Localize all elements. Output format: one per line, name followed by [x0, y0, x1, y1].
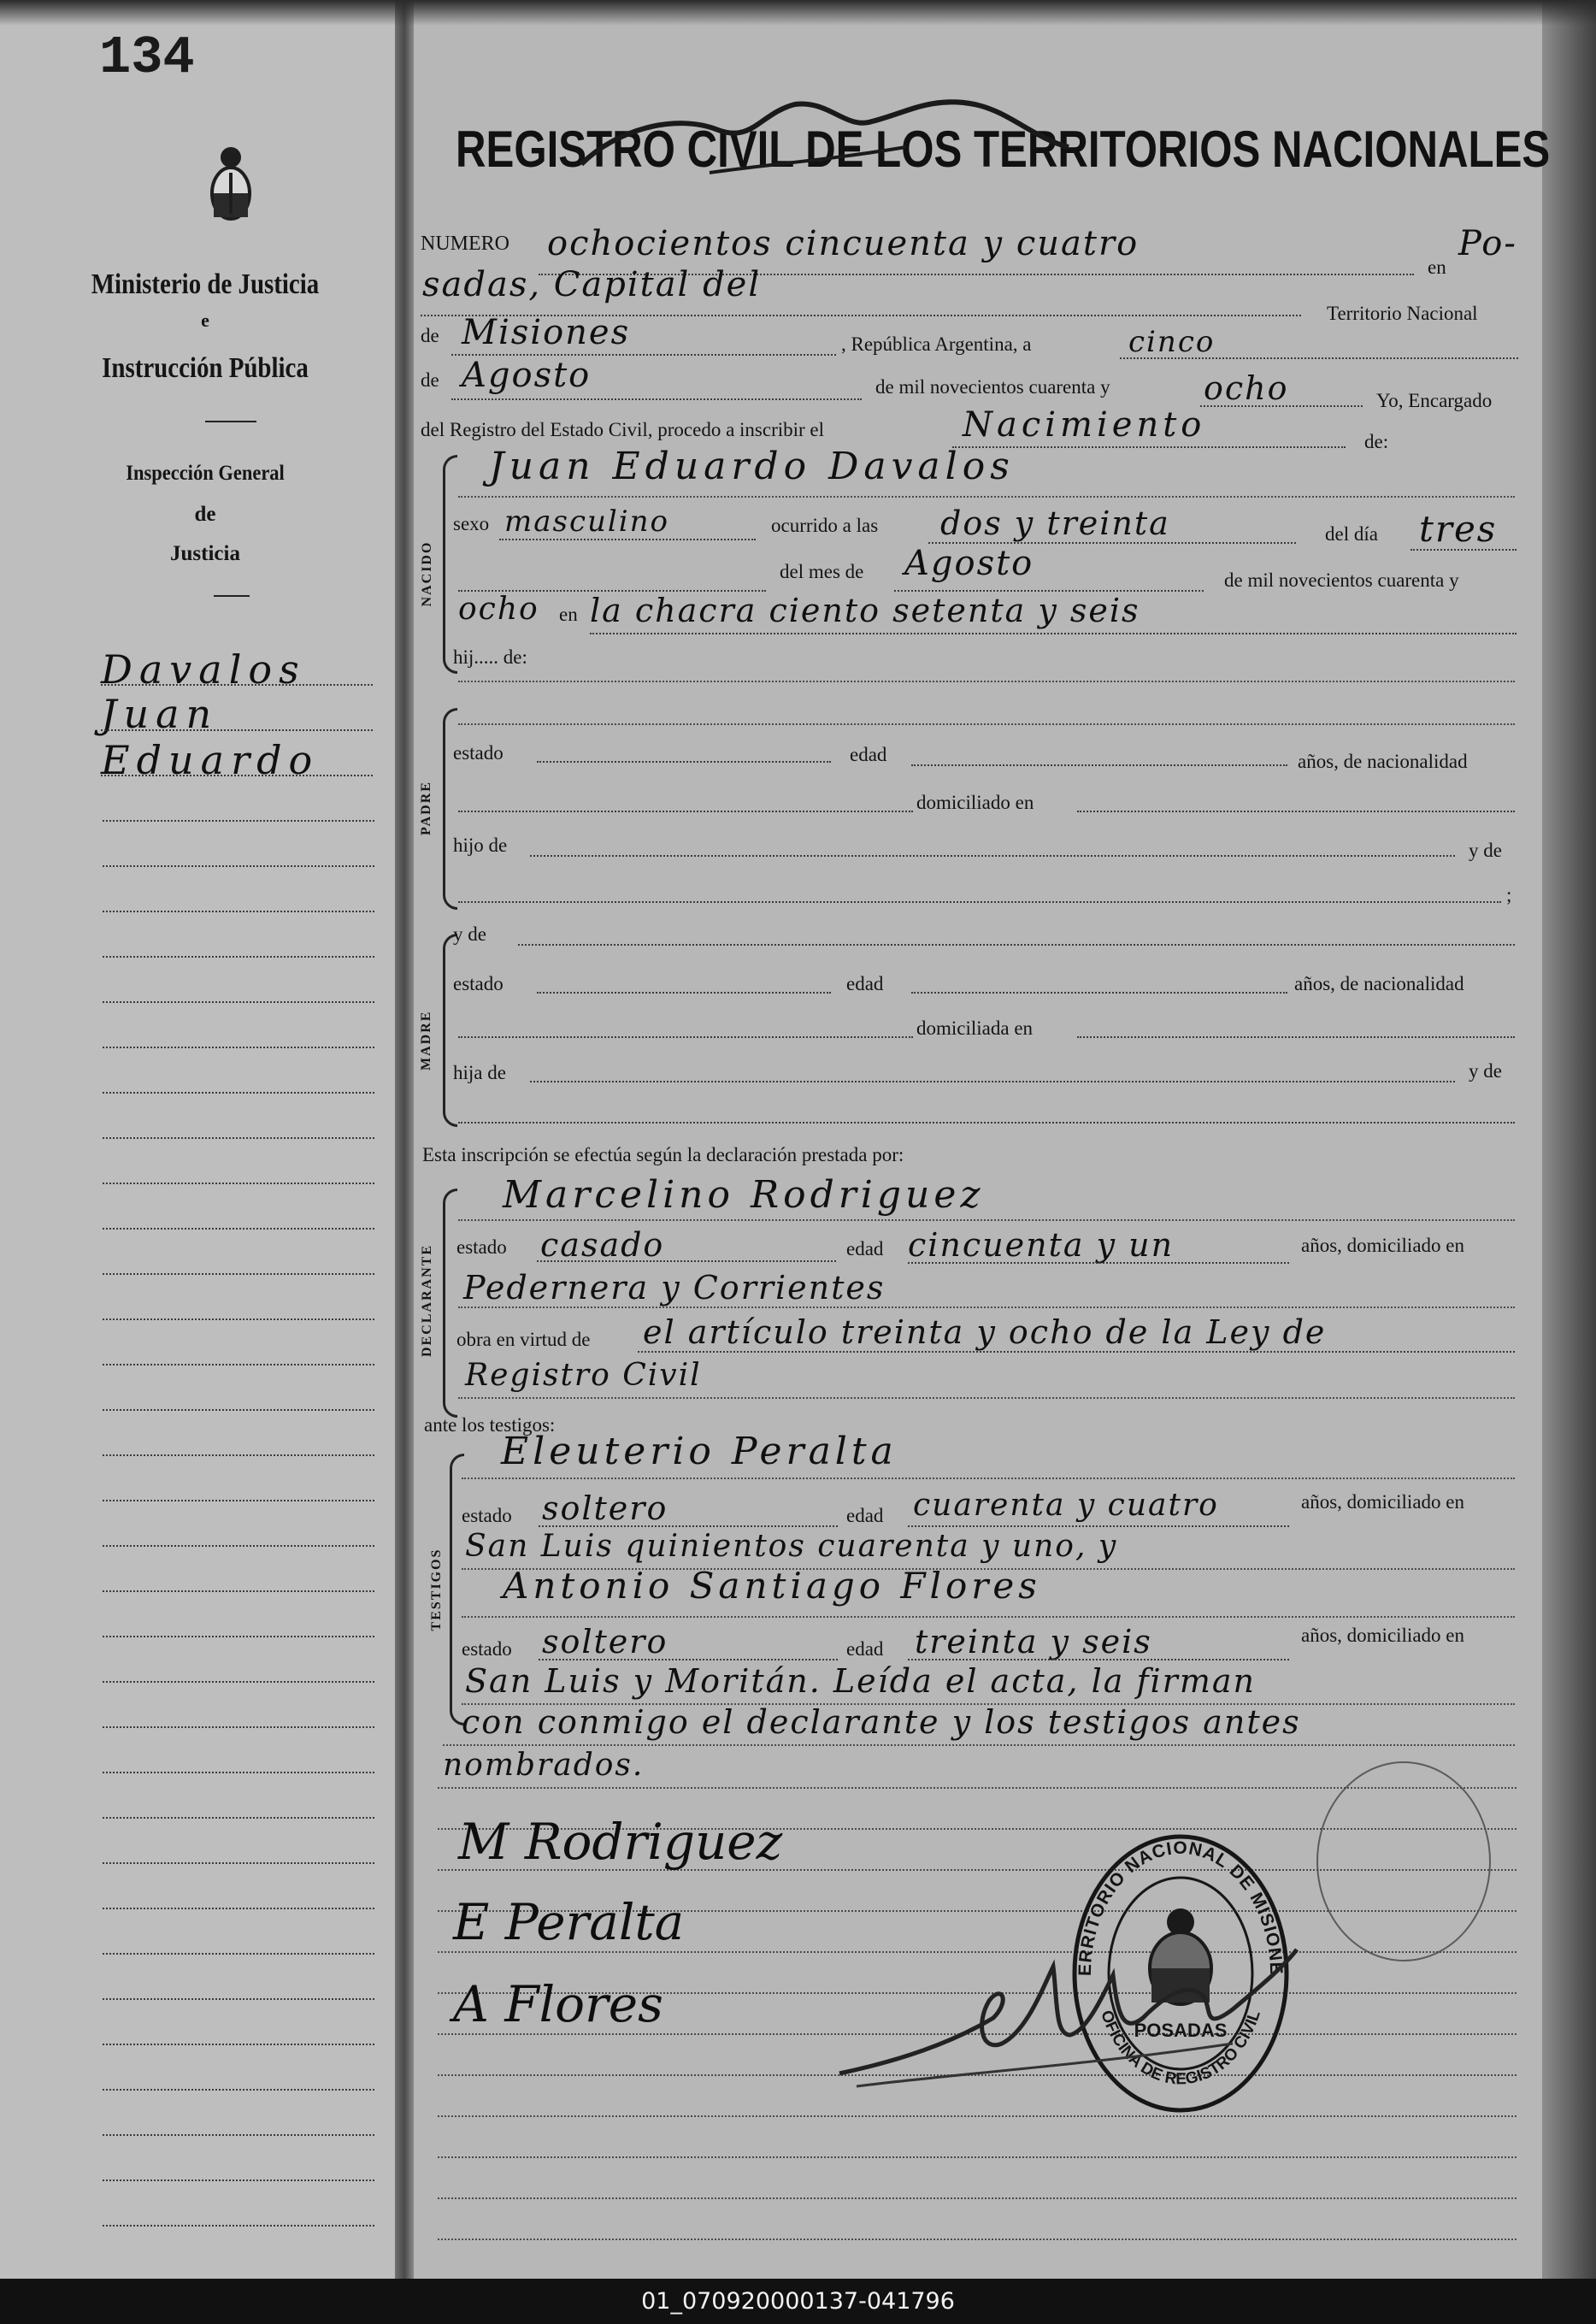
label-estado-decl: estado	[456, 1236, 507, 1258]
label-republica: , República Argentina, a	[841, 333, 1032, 355]
value-mes-nac: Agosto	[904, 544, 1034, 583]
margin-line	[103, 2044, 374, 2045]
document-title: REGISTRO CIVIL DE LOS TERRITORIOS NACIONALES	[456, 121, 1551, 178]
label-estado-padre: estado	[453, 742, 504, 764]
value-mes: Agosto	[462, 356, 592, 395]
book-edge	[1542, 0, 1596, 2279]
label-registro: del Registro del Estado Civil, procedo a inscribir el	[421, 419, 825, 440]
label-hija-de: hija de	[453, 1062, 506, 1083]
label-de-colon: de:	[1364, 431, 1389, 452]
margin-line	[103, 1228, 374, 1230]
margin-surname: Davalos	[101, 646, 306, 693]
value-anio-nac: ocho	[458, 592, 539, 627]
ruled-line	[438, 2115, 1516, 2117]
label-sexo: sexo	[453, 513, 490, 534]
value-en-place-a: Po-	[1458, 224, 1517, 263]
value-territorio: Misiones	[462, 313, 631, 352]
margin-line	[103, 1001, 374, 1003]
margin-line	[103, 1364, 374, 1365]
value-decl-estado: casado	[540, 1226, 665, 1264]
label-anos-dom-decl: años, domiciliado en	[1301, 1235, 1464, 1256]
label-en: en	[1428, 257, 1446, 278]
value-t1-domicilio: San Luis quinientos cuarenta y uno, y	[465, 1529, 1118, 1564]
divider	[205, 421, 256, 422]
margin-line	[101, 684, 373, 686]
stamp-city: POSADAS	[1134, 2020, 1228, 2041]
value-testigo1: Eleuterio Peralta	[501, 1430, 898, 1473]
margin-line	[103, 1772, 374, 1773]
value-t2-estado: soltero	[542, 1623, 668, 1660]
label-ocurrido: ocurrido a las	[771, 515, 879, 536]
label-testigos: ante los testigos:	[424, 1414, 556, 1436]
margin-line	[103, 1273, 374, 1275]
margin-line	[103, 911, 374, 912]
value-hora: dos y treinta	[940, 504, 1170, 542]
margin-line	[103, 1817, 374, 1819]
signature-declarante: M Rodriguez	[458, 1813, 783, 1871]
label-anos-nac-padre: años, de nacionalidad	[1298, 751, 1468, 772]
label-estado-t1: estado	[462, 1505, 512, 1526]
value-decl-edad: cincuenta y un	[908, 1226, 1175, 1264]
value-dia-nac: tres	[1419, 508, 1498, 550]
value-t2-domicilio-c: nombrados.	[443, 1748, 645, 1783]
margin-line	[103, 1500, 374, 1501]
section-label-testigos: TESTIGOS	[429, 1548, 444, 1631]
value-t2-domicilio-a: San Luis y Moritán. Leída el acta, la firman	[465, 1662, 1257, 1700]
margin-line	[103, 1998, 374, 2000]
margin-line	[103, 1454, 374, 1456]
label-territorio: Territorio Nacional	[1327, 303, 1478, 324]
stamp-top-text: ERRITORIO NACIONAL DE MISIONE	[1075, 1837, 1287, 1977]
inspection-de: de	[194, 503, 216, 526]
margin-line	[103, 1908, 374, 1909]
ministry-name-e: e	[201, 310, 209, 331]
ruled-line	[438, 2238, 1516, 2240]
ministry-name-line1: Ministerio de Justicia	[91, 268, 320, 300]
section-label-nacido: NACIDO	[420, 540, 434, 607]
section-label-declarante: DECLARANTE	[420, 1243, 434, 1357]
top-shadow	[0, 0, 1596, 26]
margin-line	[101, 729, 373, 731]
signature-testigo2: A Flores	[453, 1975, 663, 2033]
label-numero: NUMERO	[421, 233, 510, 255]
label-yo: Yo, Encargado	[1376, 390, 1493, 411]
value-numero: ochocientos cincuenta y cuatro	[547, 224, 1140, 263]
value-nombre: Juan Eduardo Davalos	[489, 445, 1015, 488]
margin-line	[103, 1636, 374, 1637]
label-de: de	[421, 369, 439, 391]
label-hij-de: hij..... de:	[453, 646, 527, 668]
title-scribble	[547, 62, 1086, 190]
value-decl-virtud-a: el artículo treinta y ocho de la Ley de	[643, 1313, 1327, 1351]
margin-line	[103, 1137, 374, 1139]
value-t1-estado: soltero	[542, 1489, 668, 1527]
section-label-padre: PADRE	[419, 781, 433, 835]
label-estado-t2: estado	[462, 1638, 512, 1660]
label-mil-nov: de mil novecientos cuarenta y	[875, 376, 1110, 398]
stamp-bottom-text: OFICINA DE REGISTRO CIVIL	[1097, 2008, 1264, 2089]
margin-line	[103, 1953, 374, 1955]
label-estado-madre: estado	[453, 973, 504, 994]
value-decl-domicilio: Pedernera y Corrientes	[463, 1269, 886, 1307]
margin-line	[103, 1183, 374, 1184]
label-edad-decl: edad	[846, 1238, 884, 1259]
label-hijo-de: hijo de	[453, 835, 508, 856]
image-identifier: 01_070920000137-041796	[0, 2279, 1596, 2324]
label-anos-dom-t2: años, domiciliado en	[1301, 1625, 1464, 1646]
value-t2-edad: treinta y seis	[915, 1623, 1152, 1660]
margin-middle-name: Eduardo	[101, 737, 320, 783]
margin-line	[103, 1409, 374, 1411]
margin-line	[103, 2089, 374, 2091]
signature-testigo1: E Peralta	[453, 1893, 685, 1951]
margin-line	[101, 775, 373, 776]
ruled-line	[438, 2197, 1516, 2199]
label-edad-madre: edad	[846, 973, 884, 994]
ministry-name-line2: Instrucción Pública	[102, 352, 309, 384]
margin-line	[103, 1047, 374, 1048]
label-anos-dom-t1: años, domiciliado en	[1301, 1491, 1464, 1513]
margin-line	[103, 956, 374, 958]
label-y-de-madre: y de	[1469, 1060, 1502, 1082]
label-semicolon: ;	[1506, 884, 1512, 905]
label-y-de-madre-top: y de	[453, 923, 486, 945]
label-del-mes: del mes de	[780, 561, 864, 582]
value-tipo: Nacimiento	[963, 405, 1206, 445]
label-obra: obra en virtud de	[456, 1329, 591, 1350]
ruled-line	[438, 2156, 1516, 2158]
margin-line	[103, 1092, 374, 1094]
value-anio: ocho	[1204, 369, 1289, 407]
margin-line	[103, 2134, 374, 2136]
margin-line	[103, 2179, 374, 2181]
margin-line	[103, 1318, 374, 1320]
label-del-dia: del día	[1325, 523, 1378, 545]
inspection-line1: Inspección General	[126, 462, 285, 485]
label-domiciliado-padre: domiciliado en	[916, 792, 1034, 813]
label-mil-nov-2: de mil novecientos cuarenta y	[1224, 569, 1459, 591]
official-signature	[831, 1915, 1310, 2103]
section-label-madre: MADRE	[419, 1010, 433, 1071]
margin-line	[103, 865, 374, 867]
page-number: 134	[99, 27, 195, 88]
value-testigo2: Antonio Santiago Flores	[503, 1565, 1041, 1607]
label-domiciliada-madre: domiciliada en	[916, 1017, 1034, 1039]
pencil-circle	[1316, 1761, 1491, 1961]
margin-line	[103, 1681, 374, 1683]
value-lugar: la chacra ciento setenta y seis	[590, 592, 1140, 629]
value-t1-edad: cuarenta y cuatro	[913, 1488, 1219, 1523]
margin-line	[103, 2225, 374, 2227]
margin-line	[103, 1726, 374, 1728]
value-dia: cinco	[1128, 325, 1216, 359]
coat-of-arms-icon	[209, 144, 253, 226]
value-sexo: masculino	[504, 504, 670, 539]
margin-given-name: Juan	[101, 691, 219, 737]
value-t2-domicilio-b: con conmigo el declarante y los testigos antes	[462, 1703, 1301, 1741]
divider	[214, 595, 250, 597]
margin-line	[103, 1545, 374, 1547]
label-edad-padre: edad	[850, 744, 887, 765]
label-en: en	[559, 604, 578, 625]
label-anos-nac-madre: años, de nacionalidad	[1294, 973, 1464, 994]
margin-line	[103, 820, 374, 822]
margin-line	[103, 1590, 374, 1592]
label-declaracion: Esta inscripción se efectúa según la declaración prestada por:	[422, 1144, 904, 1165]
value-declarante: Marcelino Rodriguez	[503, 1173, 985, 1217]
label-de: de	[421, 325, 439, 346]
label-y-de-padre: y de	[1469, 840, 1502, 861]
value-decl-virtud-b: Registro Civil	[465, 1358, 702, 1393]
left-margin-column	[0, 0, 395, 2279]
column-divider	[395, 0, 414, 2279]
value-en-place-b: sadas, Capital del	[422, 265, 762, 304]
inspection-line3: Justicia	[170, 542, 240, 565]
margin-line	[103, 1862, 374, 1864]
label-edad-t2: edad	[846, 1638, 884, 1660]
label-edad-t1: edad	[846, 1505, 884, 1526]
